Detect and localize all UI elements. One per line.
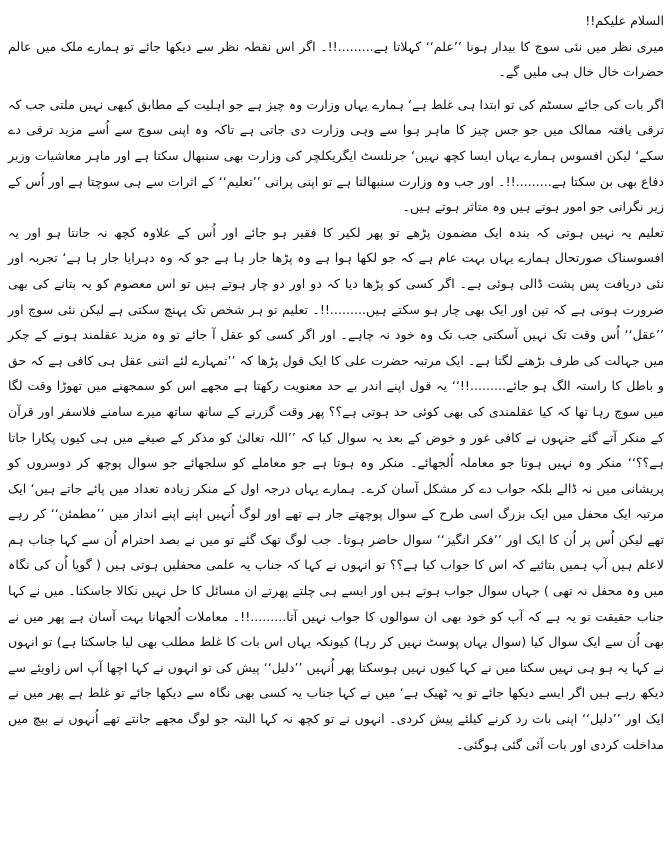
greeting-line: السلام علیکم!! (585, 13, 664, 28)
paragraph-knowledge: میری نظر میں نئی سوچ کا بیدار ہونا ’’علم‘‘ کہلاتا ہے.........!!۔ اگر اس نقطہ نظر سے دیکھا جائے تو ہمارے ملک میں عالم حضرات خال خال ہی ملیں گے۔ (8, 38, 664, 80)
paragraph-education: تعلیم یہ نہیں ہوتی کہ بندہ ایک مضمون پڑھے تو پھر لکیر کا فقیر ہو جائے اور اُس کے علاوہ کچھ نہ جانتا ہو اور یہ افسوسناک صورتحال ہمارے یہاں بہت عام ہے کہ جو لکھا ہوا ہے وہ پڑھا جار ہا ہے جو کہ وہ دہرایا جار ہا ہے‘ تجربہ اور نئی دریافت پس پشت ڈالی ہوئی ہے۔ اگر کسی کو پڑھا دیا کہ دو اور دو چار ہوتے ہیں تو اس معصوم کو یہ بتانے کی بھی ضرورت ہوتی ہے کہ تین اور ایک بھی چار ہو سکتے ہیں.........!!۔ تعلیم تو ہر شخص تک پہنچ سکتی ہے لیکن نئی سوچ اور ’’عقل‘‘ اُس وقت تک نہیں آسکتی جب تک وہ خود نہ چاہے۔ اور اگر کسی کو عقل آ جائے تو وہ مزید عقلمند ہونے کے چکر میں جہالت کی طرف بڑھنے لگتا ہے۔ ایک مرتبہ حضرت علی کا ایک قول پڑھا کہ ’’تمہارے لئے اتنی عقل ہی کافی ہے کہ حق و باطل کا راستہ الگ ہو جائے.........!!‘‘ یہ قول اپنے اندر بے حد معنویت رکھتا ہے مجھے اس کو سمجھنے میں تھوڑا وقت لگا میں سوچ رہا تھا کہ کیا عقلمندی کی بھی کوئی حد ہوتی ہے؟؟ پھر وقت گزرنے کے ساتھ ساتھ میرے سامنے فلاسفر اور قرآن کے منکر آتے گئے جنہوں نے کافی غور و خوض کے بعد یہ سوال کیا کہ ’’اللہ تعالیٰ کو مذکر کے صیغے میں ہی کیوں پکارا جاتا ہے؟؟‘‘ منکر وہ نہیں ہوتا جو معاملہ اُلجھائے۔ منکر وہ ہوتا ہے جو معاملے کو سلجھائے جو سوال پوچھ کر دوسروں کو پریشانی میں نہ ڈالے بلکہ جواب دے کر مشکل آسان کرے۔ ہمارے یہاں درجہ اول کے منکر زیادہ تعداد میں پائے جاتے ہیں‘ ایک مرتبہ ایک محفل میں ایک بزرگ اسی طرح کے سوال پوچھتے جار ہے تھے اور لوگ اُنہیں اپنے اپنے انداز میں ’’مطمئن‘‘ کر رہے تھے لیکن اُس پر اُن کا ایک اور ’’فکر انگیز‘‘ سوال حاضر ہوتا۔ جب لوگ تھک گئے تو میں نے بصد احترام اُن سے کہا جناب ہم لاعلم ہیں آپ ہمیں بتائیے کہ اس کا جواب کیا ہے؟؟ تو انہوں نے کہا کہ جناب یہ علمی محفلیں ہوتی ہیں ( گویا اُن کی نگاہ میں وہ محفل نہ تھی ) جہاں سوال جواب ہوتے ہیں اور ایسے ہی چلتے پھرتے ان مسائل کا حل نہیں نکالا جاسکتا۔ میں نے کہا جناب حقیقت تو یہ ہے کہ آپ کو خود بھی ان سوالوں کا جواب نہیں آتا.........!!۔ معاملات اُلجھانا بہت آسان ہے پھر میں نے بھی اُن سے ایک سوال کیا (سوال یہاں پوسٹ نہیں کر رہا) کیونکہ یہاں اس بات کا غلط مطلب بھی لیا جاسکتا ہے) تو انہوں نے کہا یہ ہو ہی نہیں سکتا میں نے کہا کیوں نہیں ہوسکتا پھر اُنہیں ’’دلیل‘‘ پیش کی تو انہوں نے کہا اچھا آپ اس زاویئے سے دیکھ رہے ہیں اگر ایسے دیکھا جائے تو یہ ٹھیک ہے‘ میں نے کہا جناب یہ کسی بھی نگاہ سے دیکھا جائے تو غلط ہے پھر میں نے ایک اور ’’دلیل‘‘ اپنی بات رد کرنے کیلئے پیش کردی۔ انہوں نے تو کچھ نہ کہا البتہ جو لوگ مجھے جانتے تھے اُنہوں نے بیچ میں مداخلت کردی اور بات آئی گئی ہوگئی۔ (8, 224, 664, 752)
paragraph-system: اگر بات کی جائے سسٹم کی تو ابتدا ہی غلط ہے‘ ہمارے یہاں وزارت وہ چیز ہے جو اہلیت کے مطابق کبھی نہیں ملتی جب کہ ترقی یافتہ ممالک میں جو جس چیز کا ماہر ہوا سے وہی وزارت دی جاتی ہے تاکہ وہ اپنی سوچ سے اُسے مزید ترقی دے سکے‘ لیکن افسوس ہمارے یہاں ایسا کچھ نہیں‘ جرنلسٹ ایگریکلچر کی وزارت بھی سنبھال سکتا ہے اور ماہر معاشیات وزیر دفاع بھی بن سکتا ہے.........!!۔ اور جب وہ وزارت سنبھالتا ہے تو اپنی پرانی ’’تعلیم‘‘ کے اثرات سے ہی سوچتا ہے اور اُس کے زیر نگرانی جو امور ہوتے ہیں وہ متاثر ہوتے ہیں۔ (8, 96, 664, 215)
